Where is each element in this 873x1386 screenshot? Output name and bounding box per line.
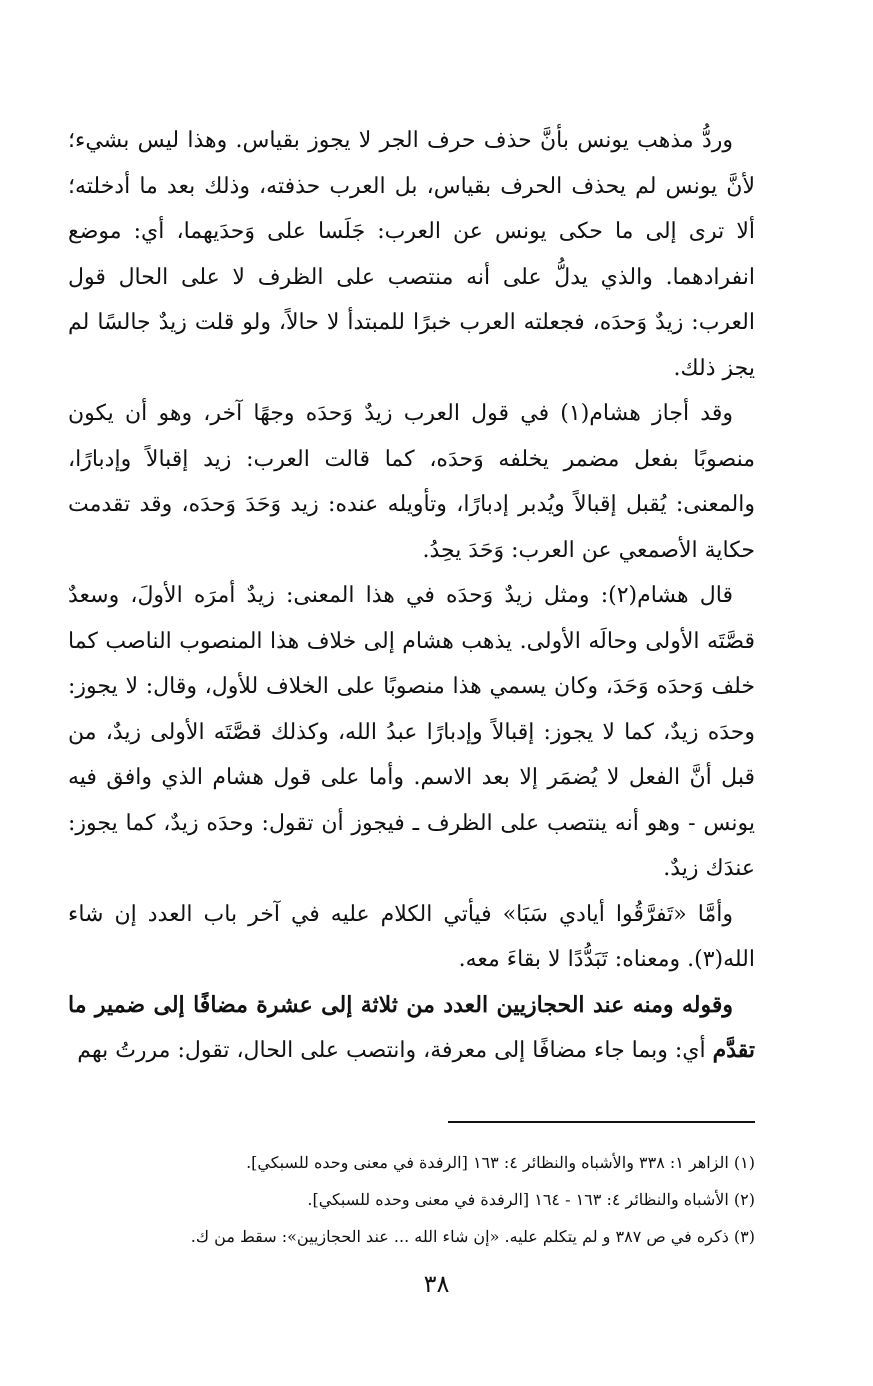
- footnote-1: (١) الزاهر ١: ٣٣٨ والأشباه والنظائر ٤: ١٦٣ [الرفدة في معنى وحده للسبكي].: [246, 1153, 755, 1172]
- paragraph-5: [68, 983, 755, 1074]
- footnote-3: (٣) ذكره في ص ٣٨٧ و لم يتكلم عليه. «إن شاء الله ... عند الحجازيين»: سقط من ك.: [190, 1227, 755, 1246]
- quoted-text-bold: وقوله ومنه عند الحجازيين العدد من ثلاثة إلى عشرة مضافًا إلى ضمير ما تقدَّم: [68, 991, 755, 1063]
- footnote-separator: [448, 1121, 755, 1123]
- paragraph-5-rest: أي: وبما جاء مضافًا إلى معرفة، وانتصب على الحال، تقول: مررتُ بهم: [77, 1038, 713, 1063]
- footnote-2: (٢) الأشباه والنظائر ٤: ١٦٣ - ١٦٤ [الرفدة في معنى وحده للسبكي].: [307, 1190, 755, 1209]
- page-number: ٣٨: [423, 1270, 450, 1298]
- main-text: [68, 118, 755, 1074]
- paragraph-4: وأمَّا «تَفرَّقُوا أيادي سَبَا» فيأتي الكلام عليه في آخر باب العدد إن شاء الله(٣). ومعناه: تَبَدُّدًا لا بقاءَ معه.: [68, 901, 755, 972]
- footnotes: [68, 1144, 755, 1255]
- paragraph-2: وقد أجاز هشام(١) في قول العرب زيدٌ وَحدَه وجهًا آخر، وهو أن يكون منصوبًا بفعل مضمر يخلفه وَحدَه، كما قالت العرب: زيد إقبالاً وإدبارًا، والمعنى: يُقبل إقبالاً ويُدبر إدبارًا، وتأويله عنده: زيد وَحَدَ وَحدَه، وقد تقدمت حكاية الأصمعي عن العرب: وَحَدَ يحِدُ.: [68, 401, 755, 563]
- page-body: [68, 118, 755, 1074]
- paragraph-3: قال هشام(٢): ومثل زيدٌ وَحدَه في هذا المعنى: زيدٌ أمرَه الأولَ، وسعدٌ قصَّتَه الأولى وحالَه الأولى. يذهب هشام إلى خلاف هذا المنصوب الناصب كما خلف وَحدَه وَحَدَ، وكان يسمي هذا منصوبًا على الخلاف للأول، وقال: لا يجوز: وحدَه زيدٌ، كما لا يجوز: إقبالاً وإدبارًا عبدُ الله، وكذلك قصَّتَه الأولى زيدٌ، من قبل أنَّ الفعل لا يُضمَر إلا بعد الاسم. وأما على قول هشام الذي وافق فيه يونس - وهو أنه ينتصب على الظرف ـ فيجوز أن تقول: وحدَه زيدٌ، كما يجوز: عندَك زيدٌ.: [68, 583, 755, 881]
- paragraph-1: وردُّ مذهب يونس بأنَّ حذف حرف الجر لا يجوز بقياس. وهذا ليس بشيء؛ لأنَّ يونس لم يحذف الحرف بقياس، بل العرب حذفته، وذلك بعد ما أدخلته؛ ألا ترى إلى ما حكى يونس عن العرب: جَلَسا على وَحدَيهما، أي: موضع انفرادهما. والذي يدلُّ على أنه منتصب على الظرف لا على الحال قول العرب: زيدٌ وَحدَه، فجعلته العرب خبرًا للمبتدأ لا حالاً، ولو قلت زيدٌ جالسًا لم يجز ذلك.: [68, 128, 755, 381]
